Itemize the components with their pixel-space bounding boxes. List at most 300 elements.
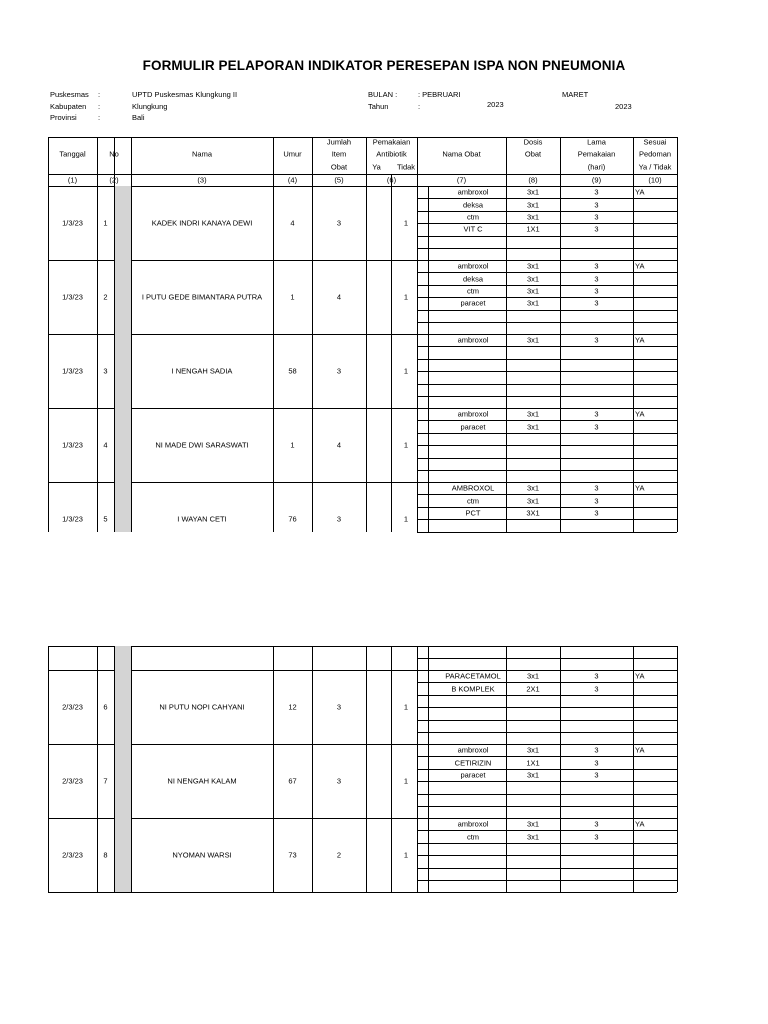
grid-line bbox=[417, 507, 677, 508]
grid-line bbox=[391, 260, 392, 334]
grid-line bbox=[417, 322, 677, 323]
grid-line bbox=[97, 744, 98, 818]
patient-name: NI MADE DWI SARASWATI bbox=[155, 440, 249, 450]
grid-line bbox=[417, 371, 677, 372]
grid-line bbox=[48, 408, 677, 409]
grid-line bbox=[417, 830, 677, 831]
header-lama: Pemakaian bbox=[577, 149, 616, 159]
grid-line bbox=[114, 670, 115, 744]
drug-dose: 2X1 bbox=[526, 684, 540, 694]
grid-line bbox=[312, 818, 313, 892]
patient-name: I PUTU GEDE BIMANTARA PUTRA bbox=[141, 292, 263, 302]
grid-line bbox=[417, 359, 677, 360]
drug-duration: 3 bbox=[594, 758, 599, 768]
drug-name: CETIRIZIN bbox=[454, 758, 492, 768]
col-number: (3) bbox=[197, 175, 207, 185]
header-tanggal: Tanggal bbox=[59, 149, 86, 159]
grid-line bbox=[131, 260, 132, 334]
grid-line bbox=[114, 334, 115, 408]
grid-line bbox=[312, 186, 313, 260]
drug-duration: 3 bbox=[594, 298, 599, 308]
grid-line bbox=[417, 272, 677, 273]
drug-duration: 3 bbox=[594, 224, 599, 234]
drug-duration: 3 bbox=[594, 422, 599, 432]
grid-line bbox=[97, 408, 98, 482]
grid-line bbox=[677, 137, 678, 186]
grid-line bbox=[417, 695, 677, 696]
drug-name: paracet bbox=[460, 770, 486, 780]
gray-column bbox=[115, 408, 131, 482]
col-number: (1) bbox=[67, 175, 78, 185]
grid-line bbox=[273, 137, 274, 186]
grid-line bbox=[273, 186, 274, 260]
header-dosis: Dosis bbox=[523, 137, 543, 147]
drug-name: ctm bbox=[466, 496, 480, 506]
drug-duration: 3 bbox=[594, 187, 599, 197]
guideline-compliance: YA bbox=[635, 671, 645, 681]
colon: : bbox=[98, 90, 101, 99]
grid-line bbox=[417, 720, 677, 721]
patient-age: 12 bbox=[288, 702, 297, 712]
header-antibiotik: Pemakaian bbox=[372, 137, 411, 147]
drug-dose: 3x1 bbox=[526, 770, 540, 780]
grid-line bbox=[48, 892, 677, 893]
grid-line bbox=[48, 260, 49, 334]
grid-line bbox=[131, 186, 132, 260]
antibiotic-usage: 1 bbox=[403, 702, 409, 712]
tahun-value-2: 2023 bbox=[615, 102, 632, 111]
guideline-compliance: YA bbox=[635, 335, 645, 345]
grid-line bbox=[391, 186, 392, 260]
patient-number: 2 bbox=[103, 292, 108, 302]
colon: : bbox=[98, 113, 101, 122]
gray-column bbox=[115, 744, 131, 818]
drug-name: PCT bbox=[465, 508, 481, 518]
grid-line bbox=[273, 260, 274, 334]
patient-number: 8 bbox=[103, 850, 108, 860]
grid-line bbox=[48, 482, 49, 532]
guideline-compliance: YA bbox=[635, 261, 645, 271]
drug-name: ambroxol bbox=[457, 819, 489, 829]
col-number: (9) bbox=[591, 175, 602, 185]
bulan-value: : PEBRUARI bbox=[418, 90, 461, 99]
grid-line bbox=[48, 744, 49, 818]
drug-duration: 3 bbox=[594, 212, 599, 222]
grid-line bbox=[391, 818, 392, 892]
grid-line bbox=[391, 646, 392, 670]
grid-line bbox=[391, 334, 392, 408]
header-antibiotik-ya: Ya bbox=[372, 162, 381, 172]
col-number: (6) bbox=[386, 175, 397, 185]
grid-line bbox=[417, 532, 677, 533]
grid-line bbox=[131, 818, 132, 892]
grid-line bbox=[417, 198, 677, 199]
patient-number: 5 bbox=[103, 514, 108, 524]
patient-name: I NENGAH SADIA bbox=[171, 366, 233, 376]
grid-line bbox=[417, 806, 677, 807]
grid-line bbox=[48, 818, 49, 892]
patient-number: 6 bbox=[103, 702, 108, 712]
grid-line bbox=[417, 420, 677, 421]
grid-line bbox=[417, 855, 677, 856]
drug-name: ctm bbox=[466, 286, 480, 296]
header-antibiotik-tidak: Tidak bbox=[396, 162, 416, 172]
grid-line bbox=[417, 519, 677, 520]
patient-name: NI PUTU NOPI CAHYANI bbox=[159, 702, 245, 712]
drug-dose: 3x1 bbox=[526, 200, 540, 210]
drug-dose: 3x1 bbox=[526, 496, 540, 506]
grid-line bbox=[48, 137, 49, 186]
grid-line bbox=[366, 744, 367, 818]
grid-line bbox=[677, 670, 678, 744]
grid-line bbox=[417, 843, 677, 844]
grid-line bbox=[560, 137, 561, 186]
drug-dose: 1X1 bbox=[526, 758, 540, 768]
patient-age: 1 bbox=[290, 292, 295, 302]
patient-age: 58 bbox=[288, 366, 297, 376]
patient-name: NYOMAN WARSI bbox=[172, 850, 232, 860]
grid-line bbox=[677, 646, 678, 670]
drug-item-count: 3 bbox=[336, 218, 342, 228]
grid-line bbox=[131, 137, 132, 186]
drug-duration: 3 bbox=[594, 684, 599, 694]
drug-name: ambroxol bbox=[457, 187, 489, 197]
antibiotic-usage: 1 bbox=[403, 850, 409, 860]
grid-line bbox=[677, 744, 678, 818]
antibiotic-usage: 1 bbox=[403, 514, 409, 524]
gray-column bbox=[115, 670, 131, 744]
drug-duration: 3 bbox=[594, 335, 599, 345]
grid-line bbox=[391, 408, 392, 482]
grid-line bbox=[48, 646, 677, 647]
patient-age: 76 bbox=[288, 514, 297, 524]
drug-name: deksa bbox=[462, 200, 484, 210]
grid-line bbox=[273, 482, 274, 532]
grid-line bbox=[391, 670, 392, 744]
grid-line bbox=[366, 408, 367, 482]
drug-name: ambroxol bbox=[457, 745, 489, 755]
patient-number: 4 bbox=[103, 440, 108, 450]
header-jumlah: Jumlah bbox=[326, 137, 352, 147]
bulan-label: BULAN : bbox=[368, 90, 398, 99]
grid-line bbox=[48, 818, 677, 819]
drug-item-count: 3 bbox=[336, 366, 342, 376]
header-umur: Umur bbox=[283, 149, 302, 159]
grid-line bbox=[48, 744, 677, 745]
drug-name: paracet bbox=[460, 422, 486, 432]
drug-item-count: 4 bbox=[336, 440, 342, 450]
grid-line bbox=[677, 186, 678, 260]
grid-line bbox=[97, 818, 98, 892]
drug-item-count: 3 bbox=[336, 776, 342, 786]
drug-dose: 3x1 bbox=[526, 483, 540, 493]
patient-name: KADEK INDRI KANAYA DEWI bbox=[151, 218, 253, 228]
header-antibiotik: Antibiotik bbox=[376, 149, 407, 159]
grid-line bbox=[677, 482, 678, 532]
colon: : bbox=[98, 102, 101, 111]
header-jumlah: Obat bbox=[330, 162, 348, 172]
drug-duration: 3 bbox=[594, 671, 599, 681]
header-nama-obat: Nama Obat bbox=[442, 149, 481, 159]
grid-line bbox=[312, 670, 313, 744]
header-sesuai: Ya / Tidak bbox=[638, 162, 672, 172]
grid-line bbox=[417, 794, 677, 795]
drug-dose: 3x1 bbox=[526, 335, 540, 345]
grid-line bbox=[417, 211, 677, 212]
drug-duration: 3 bbox=[594, 508, 599, 518]
gray-column bbox=[115, 260, 131, 334]
grid-line bbox=[417, 396, 677, 397]
grid-line bbox=[48, 670, 677, 671]
grid-line bbox=[417, 682, 677, 683]
antibiotic-usage: 1 bbox=[403, 776, 409, 786]
grid-line bbox=[417, 236, 677, 237]
drug-item-count: 3 bbox=[336, 514, 342, 524]
grid-line bbox=[417, 494, 677, 495]
grid-line bbox=[312, 744, 313, 818]
grid-line bbox=[48, 482, 677, 483]
grid-line bbox=[114, 408, 115, 482]
drug-duration: 3 bbox=[594, 745, 599, 755]
drug-duration: 3 bbox=[594, 819, 599, 829]
grid-line bbox=[131, 646, 132, 670]
drug-duration: 3 bbox=[594, 496, 599, 506]
grid-line bbox=[48, 260, 677, 261]
grid-line bbox=[677, 818, 678, 892]
grid-line bbox=[417, 285, 677, 286]
drug-dose: 1X1 bbox=[526, 224, 540, 234]
grid-line bbox=[391, 482, 392, 532]
bulan-value-2: MARET bbox=[562, 90, 589, 99]
grid-line bbox=[273, 408, 274, 482]
drug-name: VIT C bbox=[463, 224, 483, 234]
patient-name: I WAYAN CETI bbox=[177, 514, 227, 524]
grid-line bbox=[312, 482, 313, 532]
drug-duration: 3 bbox=[594, 770, 599, 780]
drug-dose: 3x1 bbox=[526, 671, 540, 681]
col-number: (4) bbox=[287, 175, 298, 185]
grid-line bbox=[48, 408, 49, 482]
drug-name: AMBROXOL bbox=[451, 483, 495, 493]
grid-line bbox=[273, 334, 274, 408]
patient-date: 1/3/23 bbox=[62, 366, 83, 376]
grid-line bbox=[312, 137, 313, 186]
grid-line bbox=[97, 670, 98, 744]
antibiotic-usage: 1 bbox=[403, 440, 409, 450]
drug-duration: 3 bbox=[594, 483, 599, 493]
grid-line bbox=[417, 433, 677, 434]
grid-line bbox=[312, 646, 313, 670]
drug-name: ambroxol bbox=[457, 261, 489, 271]
patient-date: 2/3/23 bbox=[62, 776, 83, 786]
grid-line bbox=[312, 408, 313, 482]
patient-name: NI NENGAH KALAM bbox=[167, 776, 237, 786]
grid-line bbox=[312, 260, 313, 334]
drug-duration: 3 bbox=[594, 832, 599, 842]
grid-line bbox=[417, 445, 677, 446]
patient-date: 2/3/23 bbox=[62, 702, 83, 712]
drug-name: ambroxol bbox=[457, 335, 489, 345]
patient-number: 7 bbox=[103, 776, 108, 786]
provinsi-label: Provinsi bbox=[50, 113, 77, 122]
drug-dose: 3x1 bbox=[526, 212, 540, 222]
puskesmas-value: UPTD Puskesmas Klungkung II bbox=[132, 90, 238, 99]
drug-duration: 3 bbox=[594, 274, 599, 284]
grid-line bbox=[131, 482, 132, 532]
grid-line bbox=[417, 248, 677, 249]
grid-line bbox=[417, 297, 677, 298]
patient-number: 1 bbox=[103, 218, 108, 228]
drug-dose: 3x1 bbox=[526, 298, 540, 308]
grid-line bbox=[677, 408, 678, 482]
header-sesuai: Pedoman bbox=[638, 149, 672, 159]
grid-line bbox=[273, 744, 274, 818]
grid-line bbox=[366, 260, 367, 334]
grid-line bbox=[417, 769, 677, 770]
tahun-colon: : bbox=[418, 102, 421, 111]
drug-name: B KOMPLEK bbox=[451, 684, 495, 694]
drug-dose: 3x1 bbox=[526, 832, 540, 842]
grid-line bbox=[677, 334, 678, 408]
grid-line bbox=[48, 174, 677, 175]
grid-line bbox=[417, 310, 677, 311]
grid-line bbox=[417, 470, 677, 471]
grid-line bbox=[97, 646, 98, 670]
col-number: (8) bbox=[528, 175, 538, 185]
grid-line bbox=[97, 334, 98, 408]
grid-line bbox=[114, 482, 115, 532]
grid-line bbox=[131, 744, 132, 818]
guideline-compliance: YA bbox=[635, 409, 645, 419]
grid-line bbox=[506, 137, 507, 186]
grid-line bbox=[48, 186, 49, 260]
puskesmas-label: Puskesmas bbox=[50, 90, 89, 99]
kabupaten-label: Kabupaten bbox=[50, 102, 87, 111]
col-number: (2) bbox=[109, 175, 119, 185]
drug-dose: 3x1 bbox=[526, 187, 540, 197]
grid-line bbox=[366, 186, 367, 260]
grid-line bbox=[417, 732, 677, 733]
antibiotic-usage: 1 bbox=[403, 218, 409, 228]
grid-line bbox=[417, 384, 677, 385]
drug-item-count: 3 bbox=[336, 702, 342, 712]
grid-line bbox=[131, 408, 132, 482]
grid-line bbox=[48, 137, 677, 138]
guideline-compliance: YA bbox=[635, 745, 645, 755]
patient-age: 67 bbox=[288, 776, 297, 786]
drug-dose: 3x1 bbox=[526, 819, 540, 829]
grid-line bbox=[97, 186, 98, 260]
grid-line bbox=[97, 137, 98, 186]
drug-item-count: 4 bbox=[336, 292, 342, 302]
header-lama: Lama bbox=[587, 137, 606, 147]
gray-column bbox=[115, 334, 131, 408]
form-title: FORMULIR PELAPORAN INDIKATOR PERESEPAN ISPA NON PNEUMONIA bbox=[142, 58, 626, 73]
grid-line bbox=[417, 781, 677, 782]
drug-name: PARACETAMOL bbox=[445, 671, 501, 681]
drug-dose: 3x1 bbox=[526, 274, 540, 284]
patient-date: 1/3/23 bbox=[62, 514, 83, 524]
patient-date: 2/3/23 bbox=[62, 850, 83, 860]
grid-line bbox=[677, 260, 678, 334]
provinsi-value: Bali bbox=[132, 113, 145, 122]
drug-name: paracet bbox=[460, 298, 486, 308]
grid-line bbox=[417, 868, 677, 869]
grid-line bbox=[417, 880, 677, 881]
col-number: (5) bbox=[334, 175, 344, 185]
grid-line bbox=[273, 818, 274, 892]
drug-dose: 3x1 bbox=[526, 261, 540, 271]
grid-line bbox=[114, 744, 115, 818]
patient-age: 4 bbox=[290, 218, 295, 228]
grid-line bbox=[391, 744, 392, 818]
col-number: (10) bbox=[648, 175, 662, 185]
guideline-compliance: YA bbox=[635, 187, 645, 197]
patient-number: 3 bbox=[103, 366, 108, 376]
antibiotic-usage: 1 bbox=[403, 366, 409, 376]
header-sesuai: Sesuai bbox=[643, 137, 667, 147]
grid-line bbox=[417, 137, 418, 186]
antibiotic-usage: 1 bbox=[403, 292, 409, 302]
guideline-compliance: YA bbox=[635, 483, 645, 493]
drug-duration: 3 bbox=[594, 261, 599, 271]
gray-column bbox=[115, 482, 131, 532]
drug-dose: 3x1 bbox=[526, 286, 540, 296]
header-lama: (hari) bbox=[587, 162, 606, 172]
patient-age: 73 bbox=[288, 850, 297, 860]
drug-dose: 3x1 bbox=[526, 409, 540, 419]
patient-date: 1/3/23 bbox=[62, 440, 83, 450]
grid-line bbox=[97, 260, 98, 334]
grid-line bbox=[417, 223, 677, 224]
drug-duration: 3 bbox=[594, 200, 599, 210]
grid-line bbox=[114, 186, 115, 260]
drug-name: ambroxol bbox=[457, 409, 489, 419]
grid-line bbox=[114, 818, 115, 892]
patient-age: 1 bbox=[290, 440, 295, 450]
patient-date: 1/3/23 bbox=[62, 218, 83, 228]
grid-line bbox=[273, 670, 274, 744]
grid-line bbox=[417, 756, 677, 757]
patient-date: 1/3/23 bbox=[62, 292, 83, 302]
drug-name: deksa bbox=[462, 274, 484, 284]
drug-dose: 3x1 bbox=[526, 745, 540, 755]
grid-line bbox=[48, 334, 677, 335]
drug-dose: 3X1 bbox=[526, 508, 540, 518]
tahun-value: 2023 bbox=[487, 100, 504, 109]
grid-line bbox=[48, 334, 49, 408]
grid-line bbox=[131, 334, 132, 408]
grid-line bbox=[417, 458, 677, 459]
grid-line bbox=[97, 482, 98, 532]
grid-line bbox=[366, 670, 367, 744]
grid-line bbox=[366, 334, 367, 408]
header-jumlah: Item bbox=[331, 149, 347, 159]
grid-line bbox=[48, 646, 49, 670]
grid-line bbox=[273, 646, 274, 670]
gray-column bbox=[115, 186, 131, 260]
grid-line bbox=[48, 186, 677, 187]
grid-line bbox=[114, 260, 115, 334]
grid-line bbox=[366, 482, 367, 532]
kabupaten-value: Klungkung bbox=[132, 102, 168, 111]
grid-line bbox=[114, 646, 115, 670]
tahun-label: Tahun bbox=[368, 102, 389, 111]
drug-dose: 3x1 bbox=[526, 422, 540, 432]
drug-duration: 3 bbox=[594, 409, 599, 419]
grid-line bbox=[312, 334, 313, 408]
grid-line bbox=[417, 346, 677, 347]
